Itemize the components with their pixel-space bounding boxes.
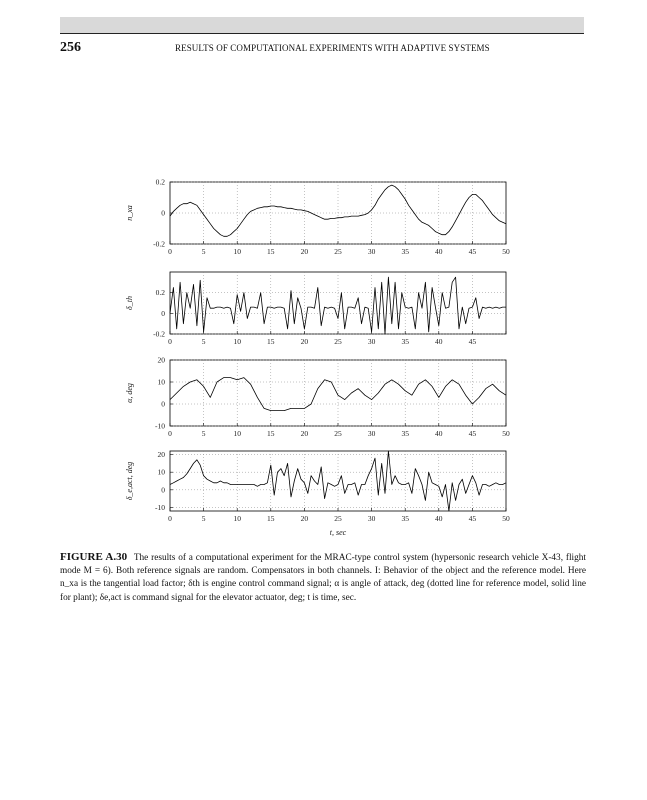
figure-caption-text: The results of a computational experiment for the MRAC-type control system (hypersonic research vehicle X-43, flight mode M = 6). Both reference signals are random. Compensators in both channels. I: Behavior of the object and the reference model. Here n_xa is the tangential load factor; δth is engine control command signal; α is angle of attack, deg (dotted line for reference model, solid line for plant); δe,act is command signal for the elevator actuator, deg; t is time, sec. [60, 553, 587, 603]
x-tick-label: 45 [468, 429, 477, 438]
x-tick-label: 0 [168, 514, 172, 523]
y-tick-label: 20 [157, 355, 165, 365]
x-tick-label: 15 [267, 247, 275, 256]
y-tick-label: -0.2 [153, 329, 165, 339]
y-tick-label: 0 [161, 399, 165, 409]
series-line [170, 185, 506, 236]
running-head: RESULTS OF COMPUTATIONAL EXPERIMENTS WITH ADAPTIVE SYSTEMS [175, 43, 490, 53]
x-tick-label: 15 [267, 337, 275, 346]
x-tick-label: 20 [300, 247, 309, 256]
x-tick-label: 40 [435, 247, 443, 256]
x-tick-label: 30 [367, 429, 376, 438]
x-tick-label: 30 [367, 337, 376, 346]
y-tick-label: 0.2 [155, 177, 165, 187]
x-tick-label: 5 [201, 247, 206, 256]
x-tick-label: 35 [401, 247, 409, 256]
x-tick-label: 45 [468, 247, 477, 256]
page-number: 256 [60, 40, 81, 55]
x-tick-label: 20 [300, 429, 309, 438]
x-tick-label: 35 [401, 337, 409, 346]
y-axis-label: n_xa [125, 205, 134, 221]
y-tick-label: 10 [157, 377, 165, 387]
x-tick-label: 40 [435, 337, 443, 346]
y-axis-label: δ_e,act, deg [125, 461, 134, 501]
x-tick-label: 5 [201, 429, 206, 438]
y-tick-label: 0 [161, 308, 165, 318]
figure-caption [60, 551, 586, 605]
x-tick-label: 45 [468, 514, 477, 523]
y-axis-label: δ_th [125, 296, 134, 310]
x-tick-label: 30 [367, 514, 376, 523]
x-tick-label: 0 [168, 247, 172, 256]
figure-label: FIGURE A.30 [60, 551, 128, 563]
y-tick-label: -10 [155, 421, 165, 431]
x-tick-label: 40 [435, 514, 443, 523]
x-tick-label: 50 [502, 514, 510, 523]
x-tick-label: 25 [334, 429, 342, 438]
x-tick-label: 50 [502, 429, 510, 438]
y-tick-label: 10 [157, 467, 165, 477]
x-tick-label: 5 [201, 514, 206, 523]
x-tick-label: 25 [334, 514, 342, 523]
x-tick-label: 30 [367, 247, 376, 256]
x-tick-label: 10 [233, 429, 241, 438]
x-tick-label: 35 [401, 514, 409, 523]
y-tick-label: 0 [161, 485, 165, 495]
x-axis-label: t, sec [329, 528, 347, 537]
x-tick-label: 50 [502, 247, 510, 256]
x-tick-label: 10 [233, 514, 241, 523]
x-tick-label: 15 [267, 514, 275, 523]
y-tick-label: -0.2 [153, 239, 165, 249]
x-tick-label: 20 [300, 337, 309, 346]
x-tick-label: 35 [401, 429, 409, 438]
x-tick-label: 25 [334, 247, 342, 256]
x-tick-label: 0 [168, 429, 172, 438]
y-axis-label: α, deg [125, 383, 134, 403]
x-tick-label: 20 [300, 514, 309, 523]
y-tick-label: 20 [157, 450, 165, 460]
x-tick-label: 5 [201, 337, 206, 346]
x-tick-label: 25 [334, 337, 342, 346]
x-tick-label: 0 [168, 337, 172, 346]
y-tick-label: -10 [155, 502, 165, 512]
y-tick-label: 0 [161, 208, 165, 218]
x-tick-label: 45 [468, 337, 477, 346]
y-tick-label: 0.2 [155, 288, 165, 298]
x-tick-label: 10 [233, 247, 241, 256]
x-tick-label: 10 [233, 337, 241, 346]
x-tick-label: 40 [435, 429, 443, 438]
x-tick-label: 15 [267, 429, 275, 438]
